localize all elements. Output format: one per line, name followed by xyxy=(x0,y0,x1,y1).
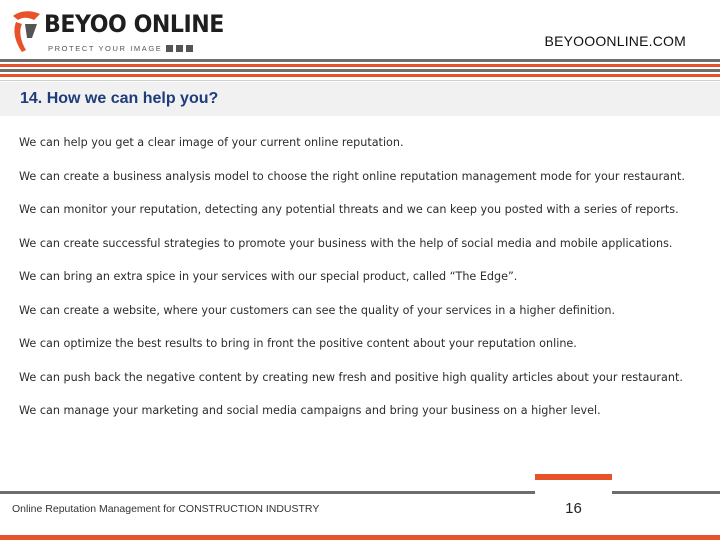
header-band-gray xyxy=(0,69,720,72)
page-title: 14. How we can help you? xyxy=(20,90,219,107)
footer-text: Online Reputation Management for CONSTRUCTION INDUSTRY xyxy=(12,503,320,515)
page-number: 16 xyxy=(565,500,582,517)
list-item: We can push back the negative content by creating new fresh and positive high quality articles about your restaurant. xyxy=(19,370,683,384)
header-band-orange xyxy=(0,64,720,67)
list-item: We can help you get a clear image of your current online reputation. xyxy=(19,136,404,149)
site-url: BEYOOONLINE.COM xyxy=(544,33,686,49)
page-number-accent xyxy=(535,474,612,480)
brand-logo xyxy=(10,8,224,54)
list-item: We can create a business analysis model to choose the right online reputation management mode for your restaurant. xyxy=(19,169,685,183)
logo-square xyxy=(186,45,193,52)
logo-name: BEYOO ONLINE xyxy=(44,10,224,38)
help-list xyxy=(19,130,714,432)
logo-square xyxy=(176,45,183,52)
list-item: We can optimize the best results to bring in front the positive content about your reputation online. xyxy=(19,337,577,350)
header-band-orange xyxy=(0,74,720,77)
header-band-gray xyxy=(0,59,720,62)
list-item: We can bring an extra spice in your services with our special product, called “The Edge”. xyxy=(19,270,518,283)
list-item: We can create a website, where your customers can see the quality of your services in a higher definition. xyxy=(19,303,615,317)
list-item: We can create successful strategies to promote your business with the help of social media and mobile applications. xyxy=(19,236,673,250)
list-item: We can monitor your reputation, detecting any potential threats and we can keep you posted with a series of reports. xyxy=(19,203,679,216)
list-item: We can manage your marketing and social media campaigns and bring your business on a higher level. xyxy=(19,404,601,417)
footer-band-gray xyxy=(0,491,720,494)
beyoo-logo-mark-icon xyxy=(10,8,44,54)
logo-squares xyxy=(166,45,193,52)
logo-tagline: PROTECT YOUR IMAGE xyxy=(48,44,163,53)
footer-band-orange xyxy=(0,535,720,540)
header-divider xyxy=(0,80,720,81)
logo-square xyxy=(166,45,173,52)
